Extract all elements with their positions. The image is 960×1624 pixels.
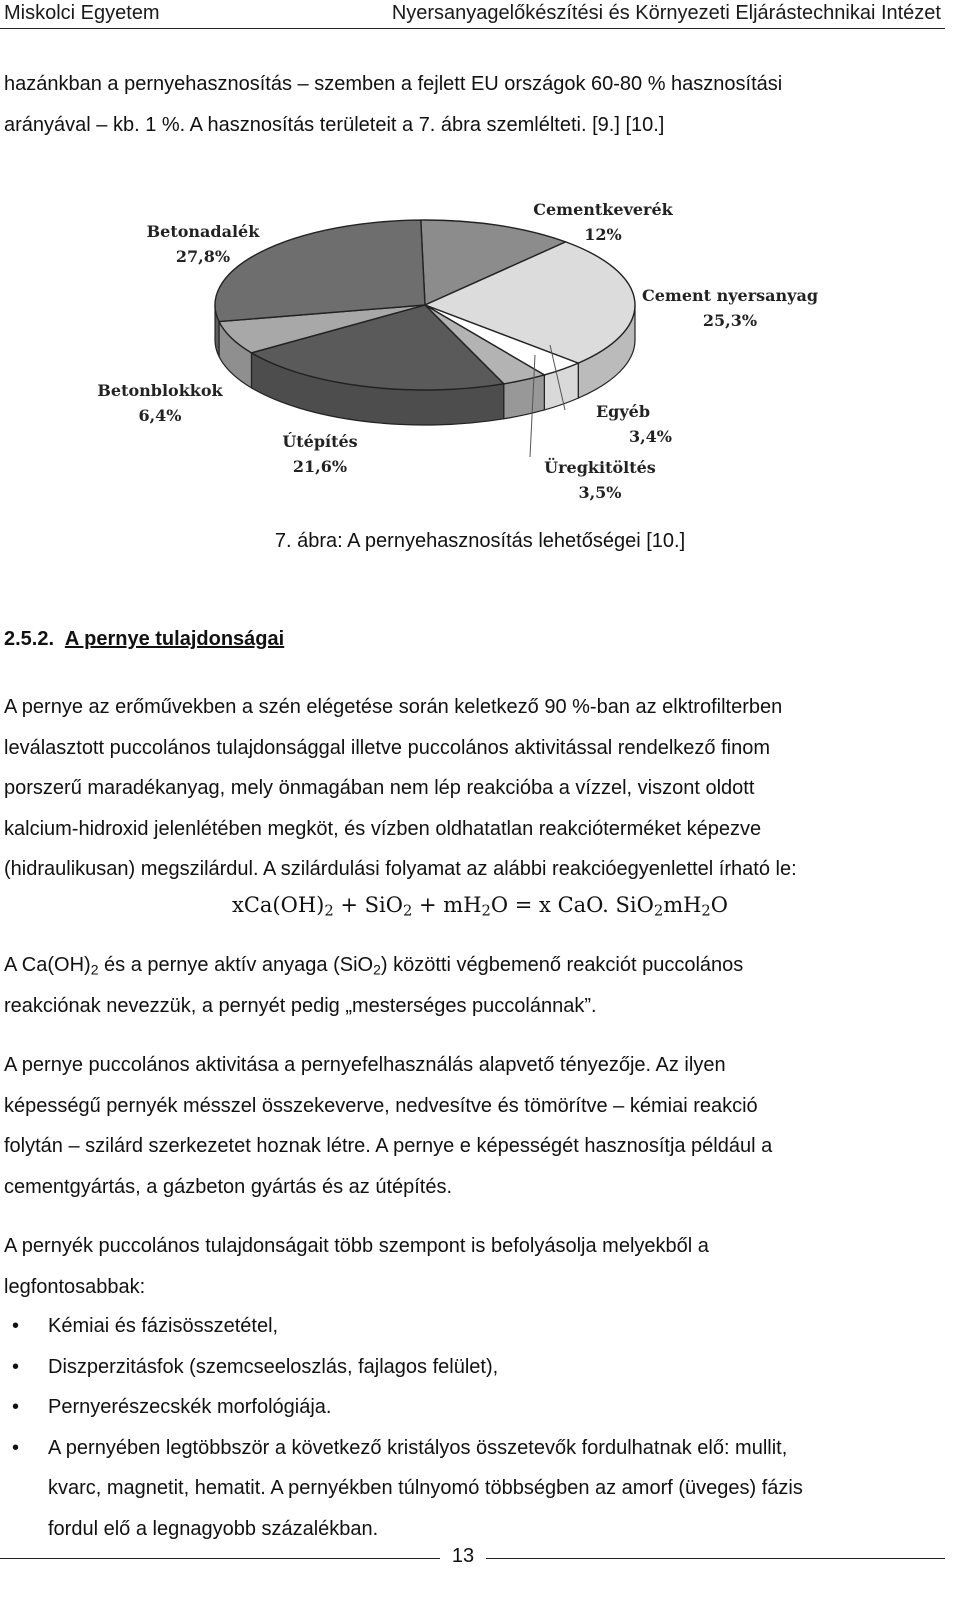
bullet-icon: • — [12, 1315, 20, 1337]
paragraph-factors — [4, 1226, 928, 1307]
page-header — [0, 0, 945, 29]
list-item: • Kémiai és fázisösszetétel, — [4, 1306, 928, 1347]
text-line: legfontosabbak: — [4, 1275, 146, 1298]
slice-label: Cementkeverék — [533, 200, 673, 219]
text-line: leválasztott puccolános tulajdonsággal illetve puccolános aktivitással rendelkező finom — [4, 736, 770, 759]
pie-chart — [95, 195, 855, 525]
section-title: A pernye tulajdonságai — [64, 628, 285, 650]
slice-label: Útépítés — [282, 432, 358, 451]
section-heading — [4, 628, 284, 651]
slice-value-label: 25,3% — [702, 311, 758, 330]
page-number: 13 — [440, 1545, 486, 1568]
pie-chart-figure — [95, 195, 855, 525]
text-line: A pernye az erőművekben a szén elégetése során keletkező 90 %-ban az elktrofilterben — [4, 696, 783, 718]
list-item: • A pernyében legtöbbször a következő kristályos összetevők fordulhatnak elő: mullit, kvarc, magnetit, hematit. A pernyékben túlnyomó többségben az amorf (üveges) fázis fordul elő a legnagyobb százalékban. — [4, 1428, 928, 1550]
slice-label: Cement nyersanyag — [641, 286, 819, 305]
bullet-icon: • — [12, 1396, 20, 1418]
paragraph-properties — [4, 687, 928, 890]
header-institute: Nyersanyagelőkészítési és Környezeti Eljárástechnikai Intézet — [391, 2, 941, 24]
list-item: • Pernyerészecskék morfológiája. — [4, 1387, 928, 1428]
text-line: porszerű maradékanyag, mely önmagában nem lép reakcióba a vízzel, viszont oldott — [4, 777, 755, 799]
slice-label: Üregkitöltés — [544, 458, 656, 477]
text-line: (hidraulikusan) megszilárdul. A szilárdulási folyamat az alábbi reakcióegyenlettel írható le: — [4, 858, 797, 880]
bullet-list — [4, 1306, 928, 1549]
text-line: A pernye puccolános aktivitása a pernyefelhasználás alapvető tényezője. Az ilyen — [4, 1054, 726, 1076]
slice-value-label: 3,4% — [628, 427, 672, 446]
header-university: Miskolci Egyetem — [4, 2, 160, 24]
text-line: A pernyék puccolános tulajdonságait több szempont is befolyásolja melyekből a — [4, 1235, 709, 1257]
slice-label: Betonblokkok — [97, 381, 223, 400]
section-number: 2.5.2. — [4, 628, 55, 650]
bullet-icon: • — [12, 1355, 20, 1378]
paragraph-pozzolanic-reaction — [4, 945, 928, 1026]
slice-value-label: 6,4% — [138, 406, 182, 425]
text-line: A $Ca(OH)_2$ és a pernye aktív anyaga (SiO$_2$) közötti végbemenő reakciót puccolános — [4, 954, 744, 978]
bullet-icon: • — [12, 1436, 20, 1459]
intro-paragraph — [4, 64, 928, 145]
paragraph-activity — [4, 1045, 928, 1207]
figure-caption: 7. ábra: A pernyehasznosítás lehetőségei [10.] — [274, 530, 686, 552]
slice-value-label: 27,8% — [175, 247, 231, 266]
text-line: képességű pernyék mésszel összekeverve, nedvesítve és tömörítve – kémiai reakció — [4, 1094, 758, 1117]
text-line: cementgyártás, a gázbeton gyártás és az útépítés. — [4, 1175, 453, 1198]
intro-line: arányával – kb. 1 %. A hasznosítás területeit a 7. ábra szemlélteti. [9.] [10.] — [4, 113, 665, 136]
text-line: reakciónak nevezzük, a pernyét pedig „mesterséges puccolánnak”. — [4, 994, 597, 1017]
slice-label: Egyéb — [595, 402, 650, 421]
slice-value-label: 21,6% — [292, 457, 348, 476]
slice-value-label: 12% — [584, 225, 622, 244]
intro-line: hazánkban a pernyehasznosítás – szemben a fejlett EU országok 60-80 % hasznosítási — [4, 73, 783, 95]
text-line: folytán – szilárd szerkezetet hoznak létre. A pernye e képességét hasznosítja például a — [4, 1135, 773, 1157]
reaction-equation: $xCa(OH)_2 + SiO_2 + mH_2O = x$ CaO. $SiO_2mH_2O$ — [232, 893, 728, 920]
list-item: • Diszperzitásfok (szemcseeloszlás, fajlagos felület), — [4, 1347, 928, 1388]
text-line: kalcium-hidroxid jelenlétében megköt, és vízben oldhatatlan reakcióterméket képezve — [4, 817, 762, 840]
slice-value-label: 3,5% — [578, 483, 622, 502]
slice-label: Betonadalék — [146, 222, 260, 241]
